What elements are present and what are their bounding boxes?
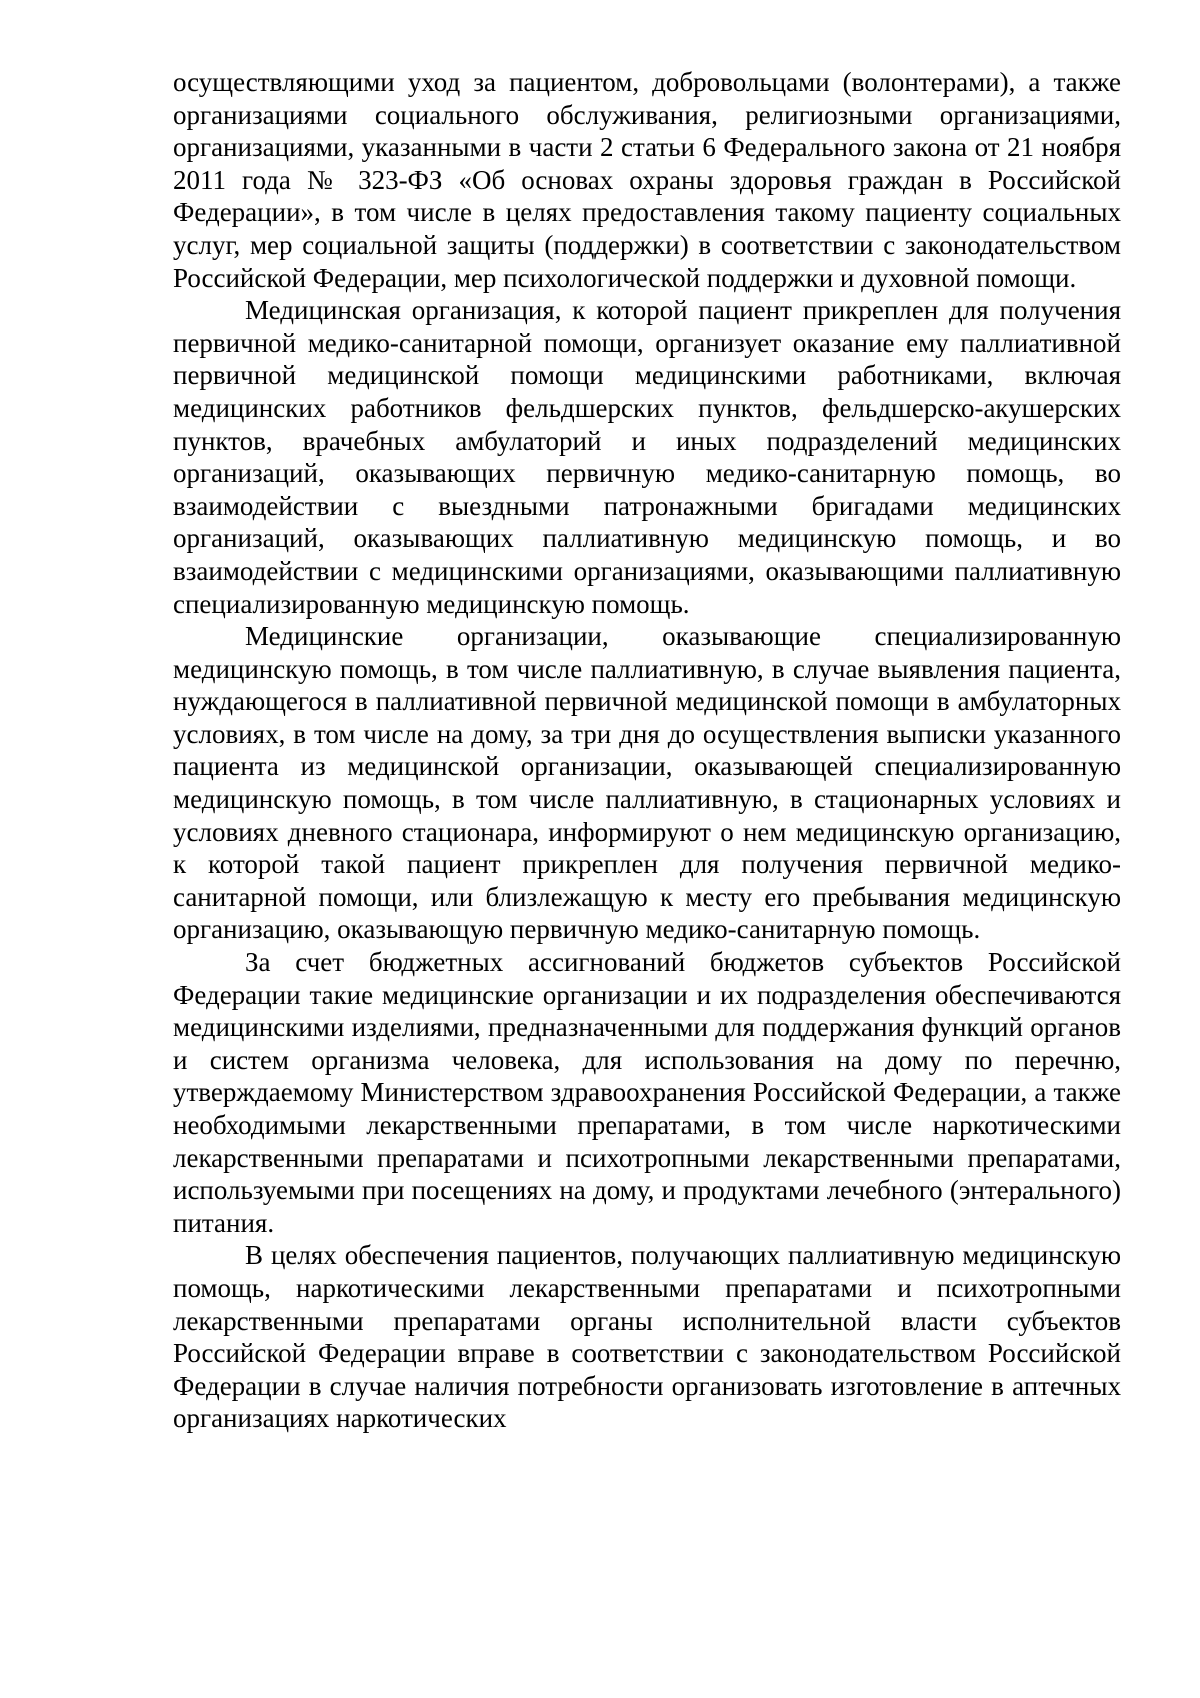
paragraph-medical-organization: Медицинская организация, к которой пациент прикреплен для получения первичной медико-санитарной помощи, организует оказание ему паллиативной первичной медицинской помощи медицинскими работниками, включая медицинских работников фельдшерских пунктов, фельдшерско-акушерских пунктов, врачебных амбулаторий и иных подразделений медицинских организаций, оказывающих первичную медико-санитарную помощь, во взаимодействии с выездными патронажными бригадами медицинских организаций, оказывающих паллиативную медицинскую помощь, и во взаимодействии с медицинскими организациями, оказывающими паллиативную специализированную медицинскую помощь. [173,295,1121,619]
paragraph-specialized-care: Медицинские организации, оказывающие специализированную медицинскую помощь, в том числе паллиативную, в случае выявления пациента, нуждающегося в паллиативной первичной медицинской помощи в амбулаторных условиях, в том числе на дому, за три дня до осуществления выписки указанного пациента из медицинской организации, оказывающей специализированную медицинскую помощь, в том числе паллиативную, в стационарных условиях и условиях дневного стационара, информируют о нем медицинскую организацию, к которой такой пациент прикреплен для получения первичной медико-санитарной помощи, или близлежащую к месту его пребывания медицинскую организацию, оказывающую первичную медико-санитарную помощь. [173,621,1121,945]
paragraph-continuation: осуществляющими уход за пациентом, добровольцами (волонтерами), а также организациями социального обслуживания, религиозными организациями, организациями, указанными в части 2 статьи 6 Федерального закона от 21 ноября 2011 года № 323-ФЗ «Об основах охраны здоровья граждан в Российской Федерации», в том числе в целях предоставления такому пациенту социальных услуг, мер социальной защиты (поддержки) в соответствии с законодательством Российской Федерации, мер психологической поддержки и духовной помощи. [173,67,1121,293]
paragraph-narcotic-drugs: В целях обеспечения пациентов, получающих паллиативную медицинскую помощь, наркотическими лекарственными препаратами и психотропными лекарственными препаратами органы исполнительной власти субъектов Российской Федерации вправе в соответствии с законодательством Российской Федерации в случае наличия потребности организовать изготовление в аптечных организациях наркотических [173,1240,1121,1434]
document-page [173,66,1121,1435]
paragraph-budget-funding: За счет бюджетных ассигнований бюджетов субъектов Российской Федерации такие медицинские организации и их подразделения обеспечиваются медицинскими изделиями, предназначенными для поддержания функций органов и систем организма человека, для использования на дому по перечню, утверждаемому Министерством здравоохранения Российской Федерации, а также необходимыми лекарственными препаратами, в том числе наркотическими лекарственными препаратами и психотропными лекарственными препаратами, используемыми при посещениях на дому, и продуктами лечебного (энтерального) питания. [173,947,1121,1238]
